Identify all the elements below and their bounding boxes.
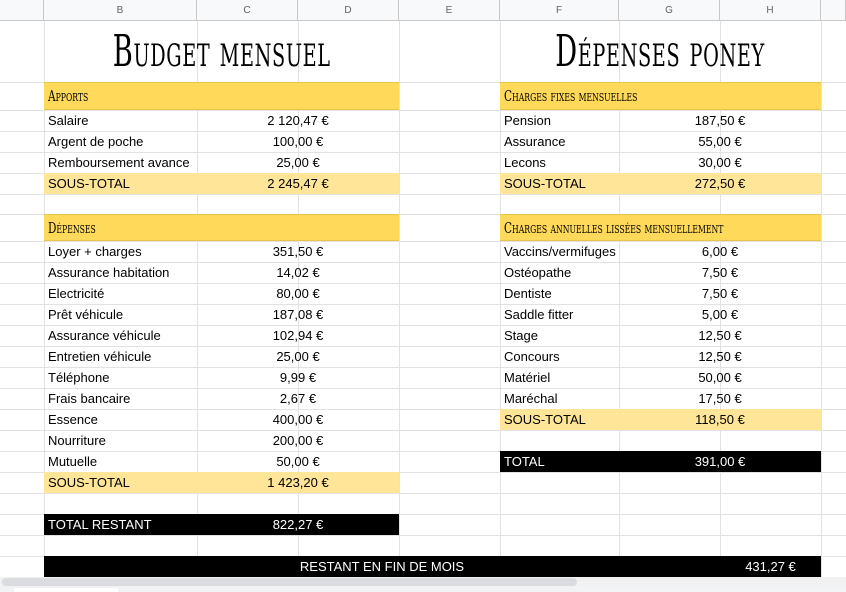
annuelles-section-header-text: Charges annuelles lissées mensuellement bbox=[504, 218, 724, 237]
column-header-F-text: F bbox=[555, 4, 563, 16]
depenses-row-value-text: 102,94 € bbox=[272, 328, 324, 343]
depenses-section-header-text: Dépenses bbox=[48, 218, 96, 237]
annuelles-row-value-text: 17,50 € bbox=[698, 391, 742, 406]
column-header-F[interactable] bbox=[500, 0, 619, 21]
annuelles-row-value-text: 50,00 € bbox=[698, 370, 742, 385]
depenses-row-value[interactable] bbox=[197, 325, 399, 346]
depenses-row-value-text: 2,67 € bbox=[279, 391, 317, 406]
right-title bbox=[500, 21, 821, 82]
apports-section-header bbox=[44, 82, 399, 110]
depenses-row-label-text: Essence bbox=[48, 412, 98, 427]
annuelles-row-label[interactable] bbox=[500, 325, 619, 346]
depenses-row-label[interactable] bbox=[44, 388, 197, 409]
depenses-row-value[interactable] bbox=[197, 367, 399, 388]
fixes-row-value-text: 187,50 € bbox=[694, 113, 746, 128]
annuelles-row-value-text: 6,00 € bbox=[701, 244, 739, 259]
depenses-row-value[interactable] bbox=[197, 451, 399, 472]
depenses-row-label-text: Mutuelle bbox=[48, 454, 98, 469]
annuelles-row-label-text: Stage bbox=[504, 328, 538, 343]
depenses-row-label[interactable] bbox=[44, 325, 197, 346]
depenses-row-label-text: Prêt véhicule bbox=[48, 307, 124, 322]
depenses-row-value[interactable] bbox=[197, 283, 399, 304]
annuelles-row-value[interactable] bbox=[619, 304, 821, 325]
annuelles-row-value[interactable] bbox=[619, 262, 821, 283]
annuelles-subtotal-value-text: 118,50 € bbox=[695, 412, 745, 427]
sheet-tab[interactable] bbox=[14, 588, 118, 592]
annuelles-row-value[interactable] bbox=[619, 388, 821, 409]
column-gridline bbox=[821, 21, 822, 577]
depenses-row-label[interactable] bbox=[44, 430, 197, 451]
annuelles-row-label[interactable] bbox=[500, 241, 619, 262]
fixes-row-value[interactable] bbox=[619, 110, 821, 131]
apports-row-label[interactable] bbox=[44, 152, 197, 173]
depenses-row-label-text: Assurance habitation bbox=[48, 265, 170, 280]
depenses-row-label-text: Nourriture bbox=[48, 433, 106, 448]
apports-row-value[interactable] bbox=[197, 152, 399, 173]
depenses-subtotal-label-text: SOUS-TOTAL bbox=[48, 475, 130, 490]
annuelles-row-value[interactable] bbox=[619, 241, 821, 262]
annuelles-row-value[interactable] bbox=[619, 325, 821, 346]
column-header-D-text: D bbox=[344, 4, 352, 16]
sheet-tabs-bar bbox=[0, 587, 846, 592]
depenses-row-value-text: 187,08 € bbox=[272, 307, 324, 322]
column-header-G[interactable] bbox=[619, 0, 720, 21]
annuelles-section-header bbox=[500, 214, 821, 241]
depenses-row-label[interactable] bbox=[44, 451, 197, 472]
depenses-subtotal-label[interactable] bbox=[44, 472, 197, 493]
left-total-label-text: TOTAL RESTANT bbox=[48, 517, 152, 532]
depenses-row-label-text: Assurance véhicule bbox=[48, 328, 161, 343]
annuelles-row-label[interactable] bbox=[500, 346, 619, 367]
depenses-subtotal-value[interactable] bbox=[197, 472, 399, 493]
annuelles-row-label[interactable] bbox=[500, 262, 619, 283]
left-total-label[interactable] bbox=[44, 514, 197, 535]
column-header-B[interactable] bbox=[44, 0, 197, 21]
annuelles-row-value[interactable] bbox=[619, 346, 821, 367]
annuelles-row-value-text: 12,50 € bbox=[698, 328, 742, 343]
fixes-subtotal-label[interactable] bbox=[500, 173, 619, 194]
fixes-subtotal-value[interactable] bbox=[619, 173, 821, 194]
annuelles-row-value-text: 12,50 € bbox=[698, 349, 742, 364]
left-title-text: Budget mensuel bbox=[112, 26, 331, 77]
apports-row-label-text: Argent de poche bbox=[48, 134, 144, 149]
apports-row-label-text: Remboursement avance bbox=[48, 155, 190, 170]
right-total-label-text: TOTAL bbox=[504, 454, 545, 469]
annuelles-row-value[interactable] bbox=[619, 367, 821, 388]
apports-section-header-text: Apports bbox=[48, 87, 89, 105]
right-total-label[interactable] bbox=[500, 451, 619, 472]
annuelles-row-label-text: Vaccins/vermifuges bbox=[504, 244, 616, 259]
column-header-C-text: C bbox=[243, 4, 251, 16]
annuelles-row-label-text: Dentiste bbox=[504, 286, 552, 301]
left-total-value[interactable] bbox=[197, 514, 399, 535]
depenses-row-label-text: Electricité bbox=[48, 286, 105, 301]
annuelles-row-label-text: Matériel bbox=[504, 370, 551, 385]
fixes-row-label-text: Pension bbox=[504, 113, 551, 128]
apports-subtotal-label[interactable] bbox=[44, 173, 197, 194]
depenses-row-value[interactable] bbox=[197, 262, 399, 283]
apports-subtotal-value[interactable] bbox=[197, 173, 399, 194]
annuelles-row-label-text: Ostéopathe bbox=[504, 265, 572, 280]
depenses-row-label[interactable] bbox=[44, 241, 197, 262]
fixes-row-value[interactable] bbox=[619, 152, 821, 173]
column-header-G-text: G bbox=[665, 4, 673, 16]
column-header-H[interactable] bbox=[720, 0, 821, 21]
column-header-D[interactable] bbox=[298, 0, 399, 21]
annuelles-row-label[interactable] bbox=[500, 283, 619, 304]
depenses-row-value[interactable] bbox=[197, 388, 399, 409]
fixes-row-label-text: Lecons bbox=[504, 155, 546, 170]
depenses-row-value-text: 25,00 € bbox=[276, 349, 320, 364]
annuelles-row-label-text: Maréchal bbox=[504, 391, 558, 406]
depenses-row-value-text: 400,00 € bbox=[272, 412, 324, 427]
depenses-row-label-text: Téléphone bbox=[48, 370, 110, 385]
depenses-subtotal-value-text: 1 423,20 € bbox=[267, 475, 329, 490]
depenses-row-value-text: 351,50 € bbox=[272, 244, 324, 259]
column-header-E[interactable] bbox=[399, 0, 500, 21]
final-remaining-value-text: 431,27 € bbox=[745, 559, 796, 574]
annuelles-row-value[interactable] bbox=[619, 283, 821, 304]
fixes-section-header bbox=[500, 82, 821, 110]
depenses-row-value-text: 80,00 € bbox=[276, 286, 320, 301]
left-title bbox=[44, 21, 399, 82]
annuelles-row-value-text: 5,00 € bbox=[701, 307, 739, 322]
depenses-row-value[interactable] bbox=[197, 409, 399, 430]
depenses-row-value[interactable] bbox=[197, 430, 399, 451]
fixes-section-header-text: Charges fixes mensuelles bbox=[504, 87, 638, 105]
depenses-row-value[interactable] bbox=[197, 346, 399, 367]
column-gridline bbox=[399, 21, 400, 577]
annuelles-row-value-text: 7,50 € bbox=[701, 265, 739, 280]
depenses-row-label[interactable] bbox=[44, 262, 197, 283]
depenses-row-label-text: Loyer + charges bbox=[48, 244, 142, 259]
apports-row-value-text: 100,00 € bbox=[272, 134, 324, 149]
left-total-value-text: 822,27 € bbox=[272, 517, 324, 532]
depenses-row-label-text: Frais bancaire bbox=[48, 391, 131, 406]
depenses-section-header bbox=[44, 214, 399, 241]
depenses-row-label[interactable] bbox=[44, 283, 197, 304]
fixes-row-value[interactable] bbox=[619, 131, 821, 152]
depenses-row-value-text: 200,00 € bbox=[272, 433, 324, 448]
fixes-subtotal-label-text: SOUS-TOTAL bbox=[504, 176, 586, 191]
annuelles-row-label-text: Saddle fitter bbox=[504, 307, 574, 322]
annuelles-row-label[interactable] bbox=[500, 304, 619, 325]
annuelles-subtotal-label-text: SOUS-TOTAL bbox=[504, 412, 586, 427]
right-title-text: Dépenses poney bbox=[555, 26, 766, 77]
fixes-subtotal-value-text: 272,50 € bbox=[694, 176, 746, 191]
final-remaining-value[interactable] bbox=[720, 556, 821, 577]
depenses-row-label[interactable] bbox=[44, 346, 197, 367]
apports-row-label[interactable] bbox=[44, 110, 197, 131]
depenses-row-value-text: 14,02 € bbox=[276, 265, 320, 280]
annuelles-row-label-text: Concours bbox=[504, 349, 560, 364]
depenses-row-value[interactable] bbox=[197, 241, 399, 262]
apports-row-value[interactable] bbox=[197, 110, 399, 131]
depenses-row-label-text: Entretien véhicule bbox=[48, 349, 152, 364]
annuelles-row-value-text: 7,50 € bbox=[701, 286, 739, 301]
fixes-row-label-text: Assurance bbox=[504, 134, 566, 149]
fixes-row-label[interactable] bbox=[500, 131, 619, 152]
depenses-row-value-text: 9,99 € bbox=[279, 370, 317, 385]
column-header-C[interactable] bbox=[197, 0, 298, 21]
depenses-row-value-text: 50,00 € bbox=[276, 454, 320, 469]
apports-row-value-text: 2 120,47 € bbox=[267, 113, 329, 128]
annuelles-subtotal-value[interactable] bbox=[619, 409, 821, 430]
column-header-E-text: E bbox=[445, 4, 453, 16]
final-remaining-label[interactable] bbox=[44, 556, 720, 577]
depenses-row-label[interactable] bbox=[44, 367, 197, 388]
apports-row-value-text: 25,00 € bbox=[276, 155, 320, 170]
apports-row-label[interactable] bbox=[44, 131, 197, 152]
depenses-row-label[interactable] bbox=[44, 304, 197, 325]
column-header-H-text: H bbox=[766, 4, 774, 16]
depenses-row-value[interactable] bbox=[197, 304, 399, 325]
column-header-I[interactable] bbox=[821, 0, 846, 21]
fixes-row-label[interactable] bbox=[500, 152, 619, 173]
apports-subtotal-value-text: 2 245,47 € bbox=[267, 176, 329, 191]
depenses-row-label[interactable] bbox=[44, 409, 197, 430]
apports-subtotal-label-text: SOUS-TOTAL bbox=[48, 176, 130, 191]
fixes-row-value-text: 30,00 € bbox=[698, 155, 742, 170]
fixes-row-value-text: 55,00 € bbox=[698, 134, 742, 149]
annuelles-row-label[interactable] bbox=[500, 367, 619, 388]
right-total-value[interactable] bbox=[619, 451, 821, 472]
right-total-value-text: 391,00 € bbox=[694, 454, 746, 469]
column-header-B-text: B bbox=[116, 4, 124, 16]
scrollbar-thumb[interactable] bbox=[2, 578, 577, 586]
annuelles-row-label[interactable] bbox=[500, 388, 619, 409]
horizontal-scrollbar[interactable] bbox=[0, 577, 846, 587]
column-header-corner[interactable] bbox=[0, 0, 44, 21]
fixes-row-label[interactable] bbox=[500, 110, 619, 131]
final-remaining-label-text: RESTANT EN FIN DE MOIS bbox=[299, 559, 465, 574]
apports-row-label-text: Salaire bbox=[48, 113, 89, 128]
apports-row-value[interactable] bbox=[197, 131, 399, 152]
annuelles-subtotal-label[interactable] bbox=[500, 409, 619, 430]
